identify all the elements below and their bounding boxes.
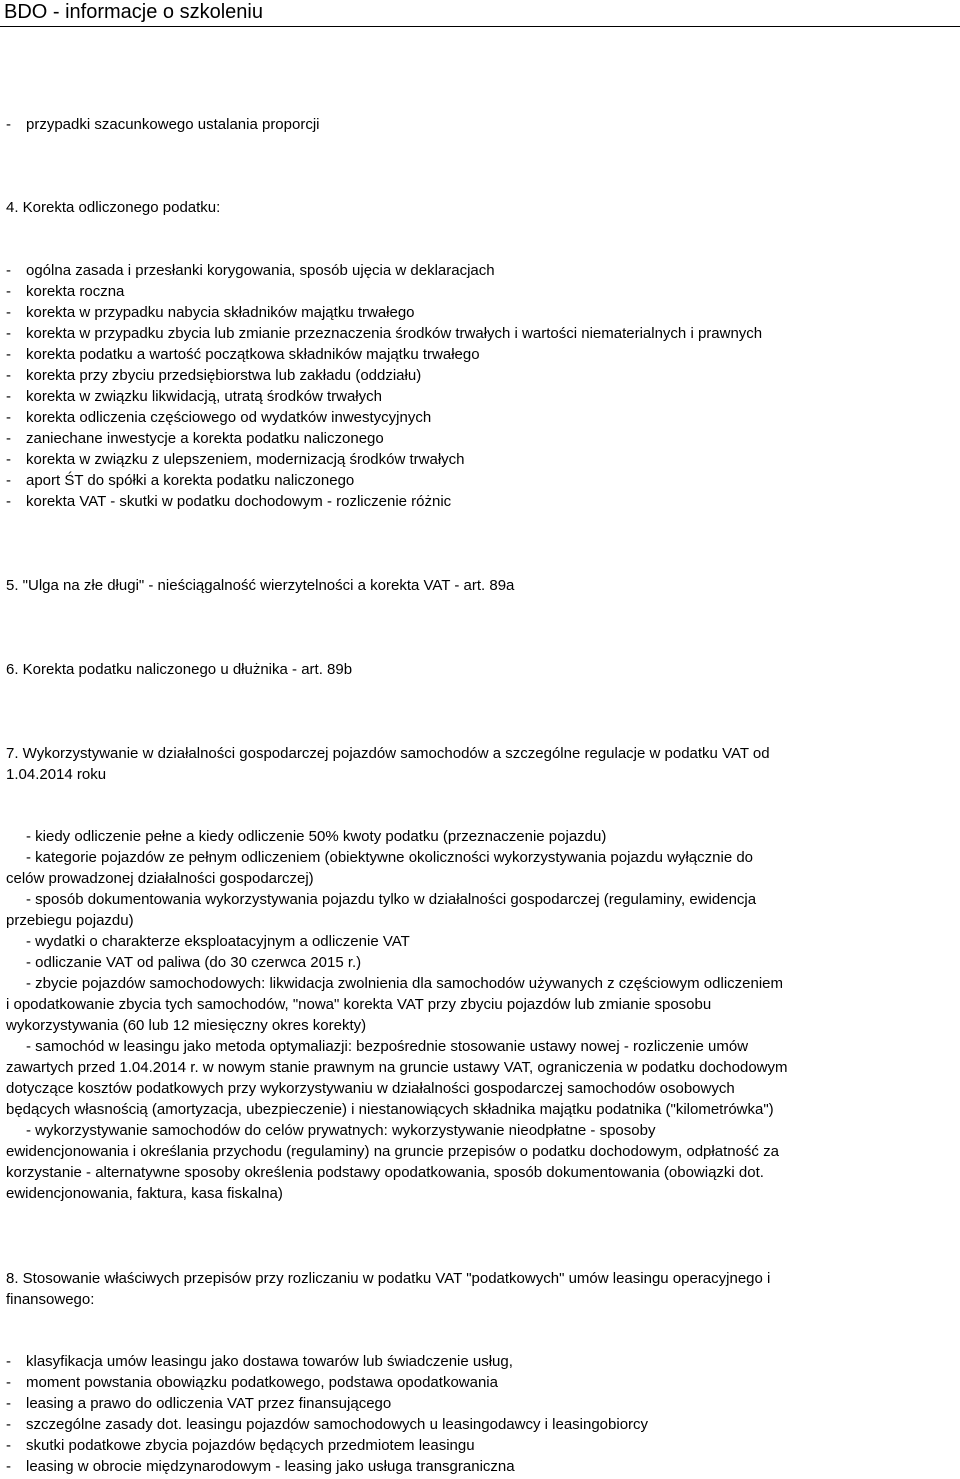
- list-item: - leasing w obrocie międzynarodowym - leasing jako usługa transgraniczna: [6, 1458, 515, 1475]
- list-item-text: korekta w przypadku nabycia składników majątku trwałego: [26, 304, 415, 321]
- list-item: - klasyfikacja umów leasingu jako dostawa towarów lub świadczenie usług,: [6, 1353, 513, 1370]
- paragraph-line: będących własnością (amortyzacja, ubezpieczenie) i niestanowiących składnika majątku podatnika ("kilometrówka"): [6, 1101, 774, 1118]
- list-item-text: leasing a prawo do odliczenia VAT przez finansującego: [26, 1395, 392, 1412]
- paragraph-line: - samochód w leasingu jako metoda optymaliazji: bezpośrednie stosowanie ustawy nowej - rozliczenie umów: [26, 1038, 749, 1055]
- list-item-text: ogólna zasada i przesłanki korygowania, sposób ujęcia w deklaracjach: [26, 262, 495, 279]
- list-item: - korekta w przypadku nabycia składników majątku trwałego: [6, 304, 415, 321]
- list-item: - korekta podatku a wartość początkowa składników majątku trwałego: [6, 346, 480, 363]
- list-item-text: korekta w przypadku zbycia lub zmianie przeznaczenia środków trwałych i wartości niematerialnych i prawnych: [26, 325, 763, 342]
- list-item: - korekta w związku z ulepszeniem, modernizacją środków trwałych: [6, 451, 465, 468]
- list-item: - skutki podatkowe zbycia pojazdów będących przedmiotem leasingu: [6, 1437, 475, 1454]
- section-6-heading: 6. Korekta podatku naliczonego u dłużnika - art. 89b: [6, 661, 353, 678]
- paragraph-line: zawartych przed 1.04.2014 r. w nowym stanie prawnym na gruncie ustawy VAT, ograniczenia w podatku dochodowym: [6, 1059, 788, 1076]
- paragraph-line: przebiegu pojazdu): [6, 912, 134, 929]
- list-item-text: korekta odliczenia częściowego od wydatków inwestycyjnych: [26, 409, 432, 426]
- section-7-heading-cont: 1.04.2014 roku: [6, 766, 107, 783]
- list-item: - korekta przy zbyciu przedsiębiorstwa lub zakładu (oddziału): [6, 367, 422, 384]
- list-item-text: korekta podatku a wartość początkowa składników majątku trwałego: [26, 346, 480, 363]
- list-item: - przypadki szacunkowego ustalania proporcji: [6, 116, 320, 133]
- list-item-text: korekta VAT - skutki w podatku dochodowym - rozliczenie różnic: [26, 493, 452, 510]
- paragraph-line: - wydatki o charakterze eksploatacyjnym a odliczenie VAT: [26, 933, 410, 950]
- section-8-heading-cont: finansowego:: [6, 1291, 95, 1308]
- paragraph-line: dotyczące kosztów podatkowych przy wykorzystywaniu w działalności gospodarczej samochodów osobowych: [6, 1080, 735, 1097]
- paragraph-line: - kategorie pojazdów ze pełnym odliczeniem (obiektywne okoliczności wykorzystywania pojazdu wyłącznie do: [26, 849, 754, 866]
- page-title: BDO - informacje o szkoleniu: [4, 1, 263, 23]
- list-item: - moment powstania obowiązku podatkowego, podstawa opodatkowania: [6, 1374, 498, 1391]
- paragraph-line: celów prowadzonej działalności gospodarczej): [6, 870, 314, 887]
- page-header: [0, 0, 960, 27]
- list-item: - korekta w związku likwidacją, utratą środków trwałych: [6, 388, 382, 405]
- section-5-heading: 5. "Ulga na złe długi" - nieściągalność wierzytelności a korekta VAT - art. 89a: [6, 577, 515, 594]
- list-item: - leasing a prawo do odliczenia VAT przez finansującego: [6, 1395, 392, 1412]
- list-item-text: korekta roczna: [26, 283, 125, 300]
- paragraph-line: i opodatkowanie zbycia tych samochodów, "nowa" korekta VAT przy zbyciu pojazdów lub zmianie sposobu: [6, 996, 712, 1013]
- list-item-text: szczególne zasady dot. leasingu pojazdów samochodowych u leasingodawcy i leasingobiorcy: [26, 1416, 649, 1433]
- paragraph-line: korzystanie - alternatywne sposoby określenia podstawy opodatkowania, sposób dokumentowania (obowiązki dot.: [6, 1164, 764, 1181]
- list-item: - zaniechane inwestycje a korekta podatku naliczonego: [6, 430, 384, 447]
- list-item-text: aport ŚT do spółki a korekta podatku naliczonego: [26, 472, 355, 489]
- list-item-text: moment powstania obowiązku podatkowego, podstawa opodatkowania: [26, 1374, 498, 1391]
- list-item-text: skutki podatkowe zbycia pojazdów będących przedmiotem leasingu: [26, 1437, 475, 1454]
- list-item-text: korekta w związku z ulepszeniem, modernizacją środków trwałych: [26, 451, 465, 468]
- list-item-text: korekta przy zbyciu przedsiębiorstwa lub zakładu (oddziału): [26, 367, 422, 384]
- paragraph-line: - wykorzystywanie samochodów do celów prywatnych: wykorzystywanie nieodpłatne - sposoby: [26, 1122, 656, 1139]
- paragraph-line: - odliczanie VAT od paliwa (do 30 czerwca 2015 r.): [26, 954, 362, 971]
- list-item-text: zaniechane inwestycje a korekta podatku naliczonego: [26, 430, 384, 447]
- list-item: - aport ŚT do spółki a korekta podatku naliczonego: [6, 472, 355, 489]
- list-item-text: leasing w obrocie międzynarodowym - leasing jako usługa transgraniczna: [26, 1458, 515, 1475]
- list-item: - korekta roczna: [6, 283, 125, 300]
- section-8-heading: 8. Stosowanie właściwych przepisów przy rozliczaniu w podatku VAT "podatkowych" umów leasingu operacyjnego i: [6, 1270, 771, 1287]
- paragraph-line: - sposób dokumentowania wykorzystywania pojazdu tylko w działalności gospodarczej (regulaminy, ewidencja: [26, 891, 757, 908]
- list-item: - szczególne zasady dot. leasingu pojazdów samochodowych u leasingodawcy i leasingobiorcy: [6, 1416, 649, 1433]
- section-4-heading: 4. Korekta odliczonego podatku:: [6, 199, 221, 216]
- paragraph-line: - zbycie pojazdów samochodowych: likwidacja zwolnienia dla samochodów używanych z częściowym odliczeniem: [26, 975, 784, 992]
- list-item-text: klasyfikacja umów leasingu jako dostawa towarów lub świadczenie usług,: [26, 1353, 513, 1370]
- paragraph-line: wykorzystywania (60 lub 12 miesięczny okres korekty): [6, 1017, 367, 1034]
- list-item-text: przypadki szacunkowego ustalania proporcji: [26, 116, 320, 133]
- list-item: - korekta odliczenia częściowego od wydatków inwestycyjnych: [6, 409, 432, 426]
- list-item: - korekta VAT - skutki w podatku dochodowym - rozliczenie różnic: [6, 493, 452, 510]
- list-item-text: korekta w związku likwidacją, utratą środków trwałych: [26, 388, 382, 405]
- list-item: - ogólna zasada i przesłanki korygowania, sposób ujęcia w deklaracjach: [6, 262, 495, 279]
- section-7-heading: 7. Wykorzystywanie w działalności gospodarczej pojazdów samochodów a szczególne regulacje w podatku VAT od: [6, 745, 770, 762]
- list-item: - korekta w przypadku zbycia lub zmianie przeznaczenia środków trwałych i wartości niematerialnych i prawnych: [6, 325, 763, 342]
- paragraph-line: ewidencjonowania i określania przychodu (regulaminy) na gruncie przepisów o podatku dochodowym, odpłatność za: [6, 1143, 779, 1160]
- paragraph-line: - kiedy odliczenie pełne a kiedy odliczenie 50% kwoty podatku (przeznaczenie pojazdu): [26, 828, 607, 845]
- paragraph-line: ewidencjonowania, faktura, kasa fiskalna): [6, 1185, 283, 1202]
